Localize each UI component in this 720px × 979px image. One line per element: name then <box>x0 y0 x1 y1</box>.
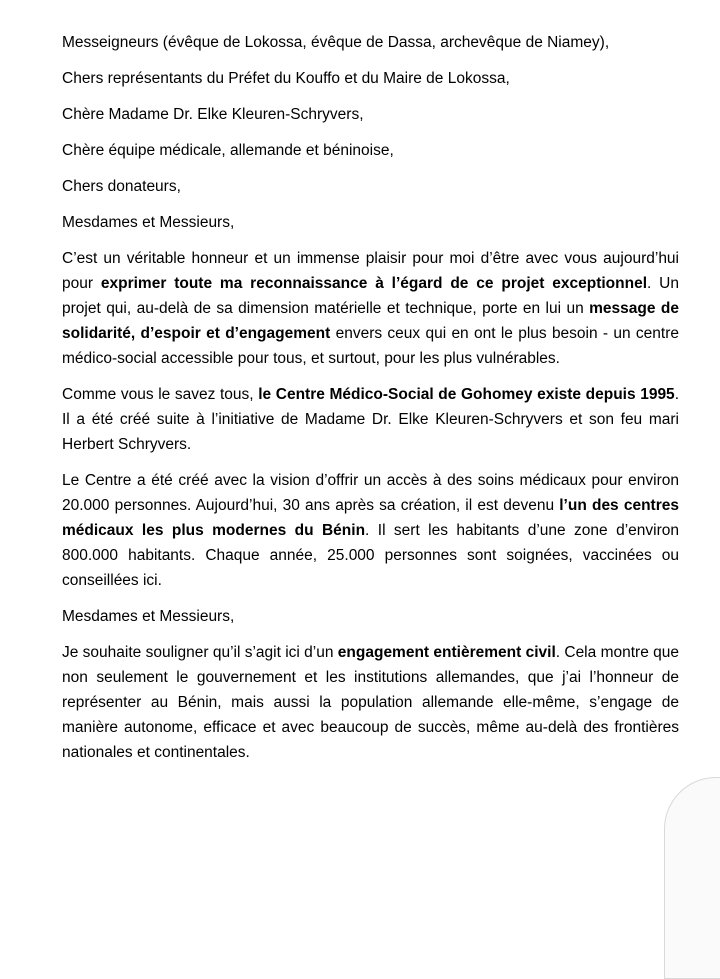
speech-document <box>62 30 679 776</box>
salutation-line: Chère équipe médicale, allemande et béninoise, <box>62 142 394 159</box>
body-paragraph: C’est un véritable honneur et un immense plaisir pour moi d’être avec vous aujourd’hui pour exprimer toute ma reconnaissance à l’égard de ce projet exceptionnel. Un projet qui, au-delà de sa dimension matérielle et technique, porte en lui un message de solidarité, d’espoir et d’engagement envers ceux qui en ont le plus besoin - un centre médico-social accessible pour tous, et surtout, pour les plus vulnérables. <box>62 250 680 367</box>
salutation-line: Mesdames et Messieurs, <box>62 214 235 231</box>
body-paragraph: Mesdames et Messieurs, <box>62 608 235 625</box>
salutation-line: Messeigneurs (évêque de Lokossa, évêque de Dassa, archevêque de Niamey), <box>62 34 610 51</box>
body-paragraph: Comme vous le savez tous, le Centre Médico-Social de Gohomey existe depuis 1995. Il a été créé suite à l’initiative de Madame Dr. Elke Kleuren-Schryvers et son feu mari Herbert Schryvers. <box>62 386 679 453</box>
body-paragraph: Le Centre a été créé avec la vision d’offrir un accès à des soins médicaux pour environ 20.000 personnes. Aujourd’hui, 30 ans après sa création, il est devenu l’un des centres médicaux les plus modernes du Bénin. Il sert les habitants d’une zone d’environ 800.000 habitants. Chaque année, 25.000 personnes sont soignées, vaccinées ou conseillées ici. <box>62 472 679 589</box>
salutation-line: Chers donateurs, <box>62 178 181 195</box>
body-paragraph: Je souhaite souligner qu’il s’agit ici d’un engagement entièrement civil. Cela montre que non seulement le gouvernement et les institutions allemandes, que j’ai l’honneur de représenter au Bénin, mais aussi la population allemande elle-même, s’engage de manière autonome, efficace et avec beaucoup de succès, même au-delà des frontières nationales et continentales. <box>62 644 679 761</box>
page-corner-overlay <box>664 777 720 979</box>
salutation-line: Chers représentants du Préfet du Kouffo et du Maire de Lokossa, <box>62 70 510 87</box>
salutation-line: Chère Madame Dr. Elke Kleuren-Schryvers, <box>62 106 364 123</box>
